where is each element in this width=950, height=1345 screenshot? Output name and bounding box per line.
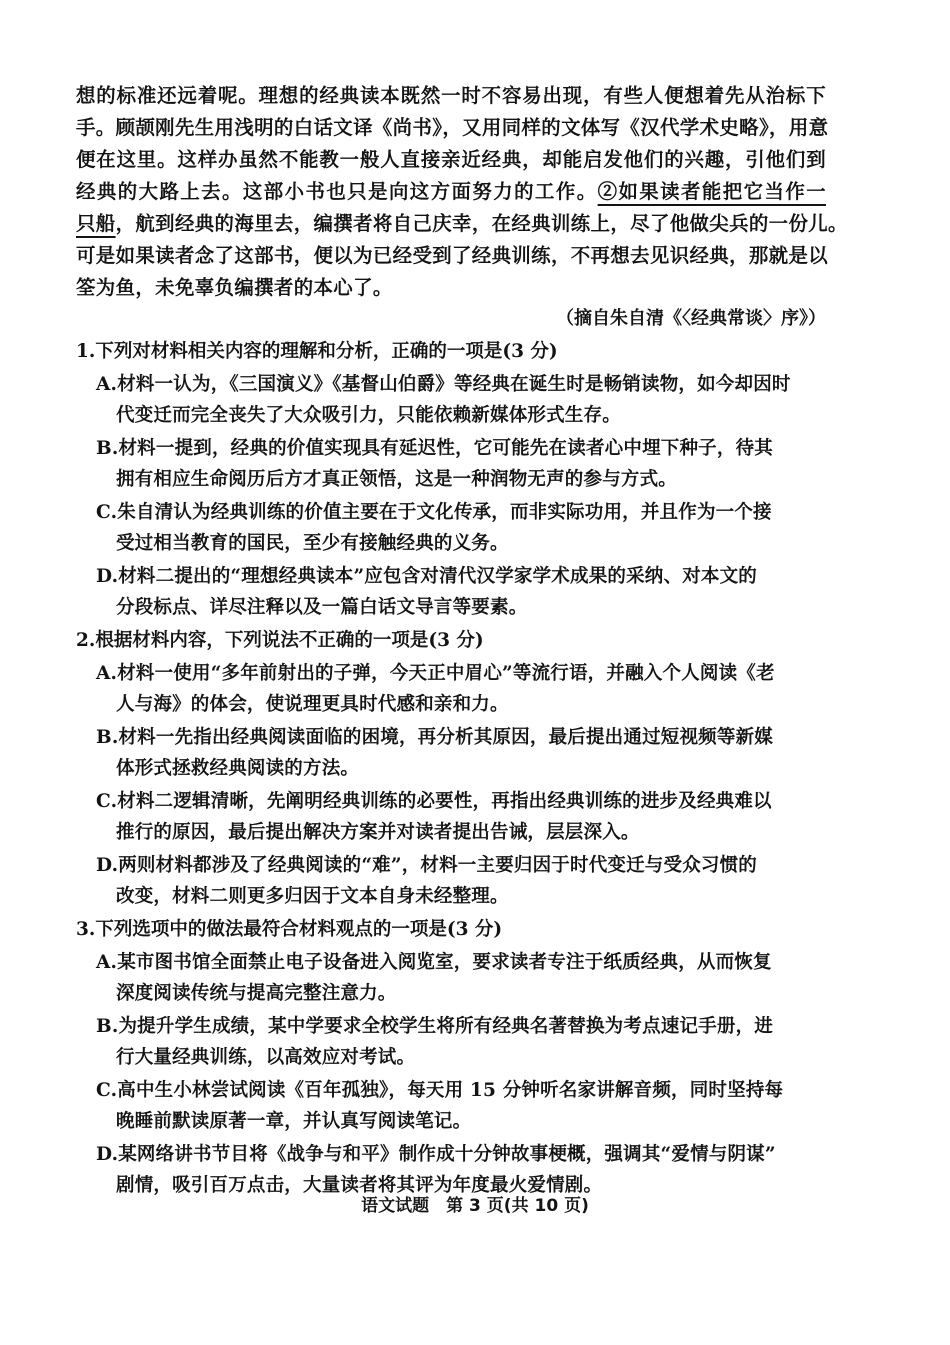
option-d [76,850,826,912]
option-c [76,1075,826,1137]
option-c [76,786,826,848]
option-line: A.材料一使用“多年前射出的子弹，今天正中眉心”等流行语，并融入个人阅读《老 [96,663,775,684]
question-2 [76,625,826,912]
option-a [76,658,826,720]
option-line: 体形式拯救经典阅读的方法。 [116,758,360,779]
option-line: C.高中生小林尝试阅读《百年孤独》，每天用 15 分钟听名家讲解音频，同时坚持每 [96,1080,784,1101]
option-line: C.材料二逻辑清晰，先阐明经典训练的必要性，再指出经典训练的进步及经典难以 [96,791,772,812]
option-a [76,947,826,1009]
question-list [76,336,826,1203]
option-line: D.某网络讲书节目将《战争与和平》制作成十分钟故事梗概，强调其“爱情与阴谋” [96,1144,776,1165]
option-line: A.某市图书馆全面禁止电子设备进入阅览室，要求读者专注于纸质经典，从而恢复 [96,952,772,973]
passage-line-text: ，航到经典的海里去，编撰者将自己庆幸，在经典训练上，尽了他做尖兵的一份儿。 [115,212,848,235]
passage-line-text: 经典的大路上去。这部小书也只是向这方面努力的工作。 [76,180,598,203]
passage-line: 筌为鱼，未免辜负编撰者的本心了。 [76,276,393,299]
option-line: 深度阅读传统与提高完整注意力。 [116,983,397,1004]
option-line: 代变迁而完全丧失了大众吸引力，只能依赖新媒体形式生存。 [116,405,621,426]
option-line: B.材料一提到，经典的价值实现具有延迟性，它可能先在读者心中埋下种子，待其 [96,438,773,459]
option-line: 受过相当教育的国民，至少有接触经典的义务。 [116,533,509,554]
passage-line [76,176,826,208]
option-a [76,369,826,431]
option-line: B.为提升学生成绩，某中学要求全校学生将所有经典名著替换为考点速记手册，进 [96,1016,773,1037]
option-line: 剧情，吸引百万点击，大量读者将其评为年度最火爱情剧。 [116,1175,603,1196]
option-line: 晚睡前默读原著一章，并认真写阅读笔记。 [116,1111,472,1132]
underlined-sentence: 只船 [76,212,116,235]
passage-line: 手。顾颉刚先生用浅明的白话文译《尚书》，又用同样的文体写《汉代学术史略》，用意 [76,116,829,139]
option-line: 人与海》的体会，使说理更具时代感和亲和力。 [116,694,509,715]
question-stem: 1.下列对材料相关内容的理解和分析，正确的一项是(3 分) [76,341,558,362]
passage-source: （摘自朱自清《〈经典常谈〉序》） [556,308,826,329]
option-b [76,1011,826,1073]
option-b [76,433,826,495]
option-b [76,722,826,784]
question-stem: 2.根据材料内容，下列说法不正确的一项是(3 分) [76,630,484,651]
underlined-sentence: ②如果读者能把它当作一 [597,180,826,203]
passage [76,80,848,304]
option-line: A.材料一认为，《三国演义》《基督山伯爵》等经典在诞生时是畅销读物，如今却因时 [96,374,791,395]
option-line: 改变，材料二则更多归因于文本自身未经整理。 [116,886,509,907]
option-line: 推行的原因，最后提出解决方案并对读者提出告诫，层层深入。 [116,822,640,843]
passage-line: 可是如果读者念了这部书，便以为已经受到了经典训练，不再想去见识经典，那就是以 [76,244,829,267]
option-d [76,561,826,623]
option-line: B.材料一先指出经典阅读面临的困境，再分析其原因，最后提出通过短视频等新媒 [96,727,773,748]
passage-line [76,208,848,240]
page-footer: 语文试题 第 3 页(共 10 页) [361,1196,589,1216]
question-1 [76,336,826,623]
passage-line: 便在这里。这样办虽然不能教一般人直接亲近经典，却能启发他们的兴趣，引他们到 [76,148,826,171]
question-stem: 3.下列选项中的做法最符合材料观点的一项是(3 分) [76,919,503,940]
passage-line: 想的标准还远着呢。理想的经典读本既然一时不容易出现，有些人便想着先从治标下 [76,84,826,107]
option-line: D.两则材料都涉及了经典阅读的“难”，材料一主要归因于时代变迁与受众习惯的 [96,855,758,876]
option-line: D.材料二提出的“理想经典读本”应包含对清代汉学家学术成果的采纳、对本文的 [96,566,758,587]
option-c [76,497,826,559]
option-line: 拥有相应生命阅历后方才真正领悟，这是一种润物无声的参与方式。 [116,469,678,490]
option-line: C.朱自清认为经典训练的价值主要在于文化传承，而非实际功用，并且作为一个接 [96,502,772,523]
question-3 [76,914,826,1201]
option-line: 分段标点、详尽注释以及一篇白话文导言等要素。 [116,597,528,618]
option-line: 行大量经典训练，以高效应对考试。 [116,1047,416,1068]
